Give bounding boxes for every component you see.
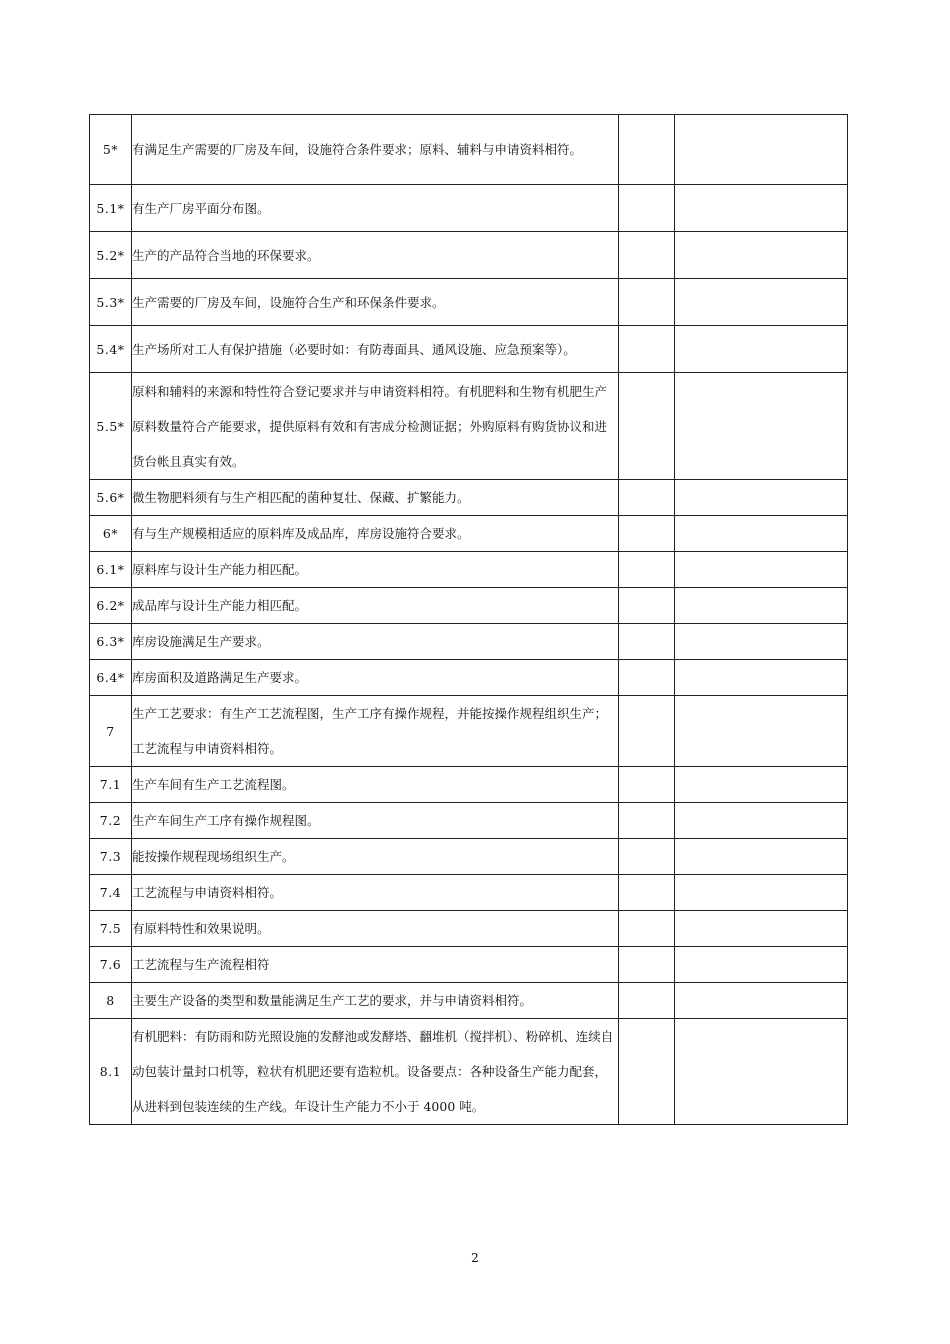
item-number: 7.6 bbox=[90, 947, 132, 983]
item-requirement: 成品库与设计生产能力相匹配。 bbox=[132, 588, 619, 624]
remarks-cell[interactable] bbox=[675, 588, 848, 624]
item-number: 5.4* bbox=[90, 326, 132, 373]
remarks-cell[interactable] bbox=[675, 232, 848, 279]
result-cell[interactable] bbox=[619, 624, 675, 660]
table-row bbox=[90, 839, 848, 875]
item-requirement: 有机肥料：有防雨和防光照设施的发酵池或发酵塔、翻堆机（搅拌机）、粉碎机、连续自动包装计量封口机等，粒状有机肥还要有造粒机。设备要点：各种设备生产能力配套，从进料到包装连续的生产线。年设计生产能力不小于 4000 吨。 bbox=[132, 1019, 619, 1125]
table-row bbox=[90, 947, 848, 983]
checklist-body bbox=[90, 115, 848, 1125]
remarks-cell[interactable] bbox=[675, 516, 848, 552]
item-requirement: 库房设施满足生产要求。 bbox=[132, 624, 619, 660]
item-requirement: 原料库与设计生产能力相匹配。 bbox=[132, 552, 619, 588]
table-row bbox=[90, 1019, 848, 1125]
item-requirement: 生产需要的厂房及车间，设施符合生产和环保条件要求。 bbox=[132, 279, 619, 326]
table-row bbox=[90, 373, 848, 480]
result-cell[interactable] bbox=[619, 588, 675, 624]
table-row bbox=[90, 232, 848, 279]
inspection-checklist-table bbox=[89, 114, 848, 1125]
item-number: 6* bbox=[90, 516, 132, 552]
remarks-cell[interactable] bbox=[675, 839, 848, 875]
result-cell[interactable] bbox=[619, 660, 675, 696]
remarks-cell[interactable] bbox=[675, 1019, 848, 1125]
result-cell[interactable] bbox=[619, 947, 675, 983]
result-cell[interactable] bbox=[619, 552, 675, 588]
result-cell[interactable] bbox=[619, 911, 675, 947]
item-requirement: 微生物肥料须有与生产相匹配的菌种复壮、保藏、扩繁能力。 bbox=[132, 480, 619, 516]
result-cell[interactable] bbox=[619, 115, 675, 185]
remarks-cell[interactable] bbox=[675, 279, 848, 326]
item-number: 6.1* bbox=[90, 552, 132, 588]
table-row bbox=[90, 660, 848, 696]
table-row bbox=[90, 875, 848, 911]
item-number: 5.3* bbox=[90, 279, 132, 326]
remarks-cell[interactable] bbox=[675, 115, 848, 185]
table-row bbox=[90, 552, 848, 588]
item-requirement: 生产的产品符合当地的环保要求。 bbox=[132, 232, 619, 279]
remarks-cell[interactable] bbox=[675, 983, 848, 1019]
item-requirement: 有满足生产需要的厂房及车间，设施符合条件要求；原料、辅料与申请资料相符。 bbox=[132, 115, 619, 185]
item-requirement: 生产工艺要求：有生产工艺流程图，生产工序有操作规程，并能按操作规程组织生产；工艺流程与申请资料相符。 bbox=[132, 696, 619, 767]
result-cell[interactable] bbox=[619, 373, 675, 480]
item-number: 6.2* bbox=[90, 588, 132, 624]
table-row bbox=[90, 185, 848, 232]
item-number: 8.1 bbox=[90, 1019, 132, 1125]
result-cell[interactable] bbox=[619, 480, 675, 516]
result-cell[interactable] bbox=[619, 839, 675, 875]
item-number: 8 bbox=[90, 983, 132, 1019]
item-requirement: 生产车间有生产工艺流程图。 bbox=[132, 767, 619, 803]
table-row bbox=[90, 624, 848, 660]
remarks-cell[interactable] bbox=[675, 696, 848, 767]
result-cell[interactable] bbox=[619, 516, 675, 552]
table-row bbox=[90, 911, 848, 947]
item-requirement: 工艺流程与生产流程相符 bbox=[132, 947, 619, 983]
table-row bbox=[90, 326, 848, 373]
remarks-cell[interactable] bbox=[675, 480, 848, 516]
item-requirement: 有生产厂房平面分布图。 bbox=[132, 185, 619, 232]
remarks-cell[interactable] bbox=[675, 803, 848, 839]
item-number: 5.5* bbox=[90, 373, 132, 480]
result-cell[interactable] bbox=[619, 767, 675, 803]
page-number: 2 bbox=[471, 1251, 479, 1265]
item-number: 7.3 bbox=[90, 839, 132, 875]
result-cell[interactable] bbox=[619, 185, 675, 232]
item-number: 5.1* bbox=[90, 185, 132, 232]
item-requirement: 有与生产规模相适应的原料库及成品库，库房设施符合要求。 bbox=[132, 516, 619, 552]
table-row bbox=[90, 983, 848, 1019]
result-cell[interactable] bbox=[619, 232, 675, 279]
item-number: 6.4* bbox=[90, 660, 132, 696]
remarks-cell[interactable] bbox=[675, 875, 848, 911]
remarks-cell[interactable] bbox=[675, 373, 848, 480]
remarks-cell[interactable] bbox=[675, 185, 848, 232]
item-number: 7.4 bbox=[90, 875, 132, 911]
item-number: 6.3* bbox=[90, 624, 132, 660]
item-requirement: 主要生产设备的类型和数量能满足生产工艺的要求，并与申请资料相符。 bbox=[132, 983, 619, 1019]
result-cell[interactable] bbox=[619, 983, 675, 1019]
result-cell[interactable] bbox=[619, 279, 675, 326]
remarks-cell[interactable] bbox=[675, 326, 848, 373]
item-requirement: 生产车间生产工序有操作规程图。 bbox=[132, 803, 619, 839]
remarks-cell[interactable] bbox=[675, 911, 848, 947]
table-row bbox=[90, 803, 848, 839]
item-requirement: 原料和辅料的来源和特性符合登记要求并与申请资料相符。有机肥料和生物有机肥生产原料数量符合产能要求，提供原料有效和有害成分检测证据；外购原料有购货协议和进货台帐且真实有效。 bbox=[132, 373, 619, 480]
item-requirement: 有原料特性和效果说明。 bbox=[132, 911, 619, 947]
item-requirement: 库房面积及道路满足生产要求。 bbox=[132, 660, 619, 696]
table-row bbox=[90, 115, 848, 185]
item-requirement: 生产场所对工人有保护措施（必要时如：有防毒面具、通风设施、应急预案等）。 bbox=[132, 326, 619, 373]
table-row bbox=[90, 696, 848, 767]
item-number: 5.6* bbox=[90, 480, 132, 516]
remarks-cell[interactable] bbox=[675, 552, 848, 588]
item-number: 7.1 bbox=[90, 767, 132, 803]
remarks-cell[interactable] bbox=[675, 624, 848, 660]
result-cell[interactable] bbox=[619, 1019, 675, 1125]
table-row bbox=[90, 588, 848, 624]
result-cell[interactable] bbox=[619, 326, 675, 373]
remarks-cell[interactable] bbox=[675, 767, 848, 803]
remarks-cell[interactable] bbox=[675, 947, 848, 983]
item-number: 5.2* bbox=[90, 232, 132, 279]
result-cell[interactable] bbox=[619, 875, 675, 911]
item-requirement: 工艺流程与申请资料相符。 bbox=[132, 875, 619, 911]
table-row bbox=[90, 516, 848, 552]
item-requirement: 能按操作规程现场组织生产。 bbox=[132, 839, 619, 875]
table-row bbox=[90, 767, 848, 803]
remarks-cell[interactable] bbox=[675, 660, 848, 696]
item-number: 7 bbox=[90, 696, 132, 767]
item-number: 5* bbox=[90, 115, 132, 185]
result-cell[interactable] bbox=[619, 696, 675, 767]
result-cell[interactable] bbox=[619, 803, 675, 839]
item-number: 7.5 bbox=[90, 911, 132, 947]
table-row bbox=[90, 480, 848, 516]
item-number: 7.2 bbox=[90, 803, 132, 839]
table-row bbox=[90, 279, 848, 326]
